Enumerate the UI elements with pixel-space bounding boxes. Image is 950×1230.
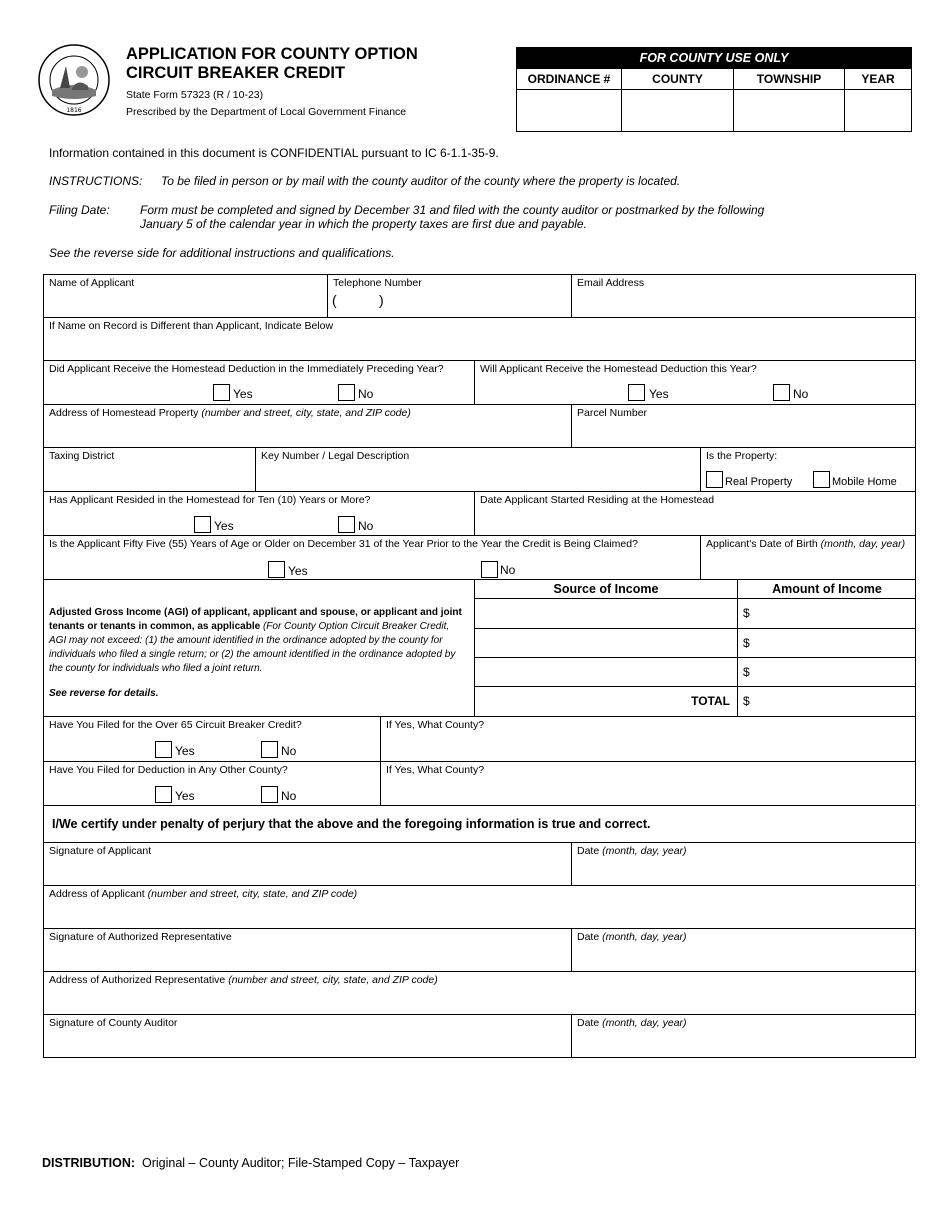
applicant-signature-label: Signature of Applicant — [49, 845, 152, 857]
no-label: No — [281, 789, 297, 803]
applicant-address-field[interactable] — [44, 886, 916, 929]
name-on-record-field[interactable] — [44, 318, 916, 361]
county-use-title: FOR COUNTY USE ONLY — [517, 48, 911, 69]
date-label: Date (month, day, year) — [577, 931, 687, 943]
name-of-applicant-field[interactable] — [44, 275, 328, 318]
email-label: Email Address — [577, 277, 645, 289]
income-source-1[interactable] — [475, 599, 738, 629]
representative-address-field[interactable] — [44, 972, 916, 1015]
auditor-signature-label: Signature of County Auditor — [49, 1017, 178, 1029]
over65-group — [44, 717, 381, 762]
svg-text:1816: 1816 — [66, 107, 82, 114]
over65-yes-checkbox[interactable] — [155, 741, 172, 758]
distribution-note: DISTRIBUTION: Original – County Auditor; File-Stamped Copy – Taxpayer — [42, 1156, 460, 1170]
yes-label: Yes — [214, 519, 234, 533]
representative-date-field[interactable] — [572, 929, 916, 972]
reverse-note: See the reverse side for additional instructions and qualifications. — [49, 246, 395, 260]
date-of-birth-field[interactable] — [701, 536, 916, 580]
auditor-signature-field[interactable] — [44, 1015, 572, 1057]
dollar-sign: $ — [743, 665, 750, 679]
certification-text: I/We certify under penalty of perjury that the above and the foregoing information is true and correct. — [52, 817, 651, 831]
mobile-home-checkbox[interactable] — [813, 471, 830, 488]
resided-no-checkbox[interactable] — [338, 516, 355, 533]
township-field[interactable] — [734, 90, 845, 131]
property-type-label: Is the Property: — [706, 450, 778, 462]
form-number: State Form 57323 (R / 10-23) — [126, 89, 264, 101]
homestead-this-no-checkbox[interactable] — [773, 384, 790, 401]
applicant-date-field[interactable] — [572, 843, 916, 886]
representative-address-label: Address of Authorized Representative (number and street, city, state, and ZIP code) — [49, 974, 438, 986]
taxing-district-field[interactable] — [44, 448, 256, 492]
email-field[interactable] — [572, 275, 916, 318]
total-label: TOTAL — [691, 694, 730, 708]
applicant-signature-field[interactable] — [44, 843, 572, 886]
county-field[interactable] — [622, 90, 734, 131]
filing-date-line1: Form must be completed and signed by December 31 and filed with the county auditor or postmarked by the following — [140, 203, 765, 217]
age-question-group — [44, 536, 701, 580]
applicant-address-label: Address of Applicant (number and street, city, state, and ZIP code) — [49, 888, 358, 900]
county-use-box — [516, 47, 912, 132]
dollar-sign: $ — [743, 606, 750, 620]
total-label-cell — [475, 687, 738, 717]
dollar-sign: $ — [743, 636, 750, 650]
instructions-label: INSTRUCTIONS: — [49, 174, 143, 188]
homestead-this-label: Will Applicant Receive the Homestead Deduction this Year? — [480, 363, 757, 375]
prescribed-by: Prescribed by the Department of Local Government Finance — [126, 106, 407, 118]
year-field[interactable] — [845, 90, 911, 131]
phone-paren-close: ) — [379, 292, 384, 308]
over65-label: Have You Filed for the Over 65 Circuit Breaker Credit? — [49, 719, 302, 731]
date-label: Date (month, day, year) — [577, 845, 687, 857]
source-of-income-header: Source of Income — [475, 580, 738, 599]
income-amount-1[interactable] — [738, 599, 916, 629]
other-county-yes-checkbox[interactable] — [155, 786, 172, 803]
age-no-checkbox[interactable] — [481, 561, 498, 578]
homestead-address-label: Address of Homestead Property (number and street, city, state, and ZIP code) — [49, 407, 411, 419]
taxing-district-label: Taxing District — [49, 450, 115, 462]
confidential-notice: Information contained in this document is CONFIDENTIAL pursuant to IC 6-1.1-35-9. — [49, 146, 499, 160]
representative-signature-label: Signature of Authorized Representative — [49, 931, 232, 943]
parcel-number-field[interactable] — [572, 405, 916, 448]
homestead-prev-no-checkbox[interactable] — [338, 384, 355, 401]
date-started-label: Date Applicant Started Residing at the Homestead — [480, 494, 715, 506]
over65-county-field[interactable] — [381, 717, 916, 762]
over65-no-checkbox[interactable] — [261, 741, 278, 758]
income-total[interactable] — [738, 687, 916, 717]
age-yes-checkbox[interactable] — [268, 561, 285, 578]
no-label: No — [793, 387, 809, 401]
no-label: No — [358, 519, 374, 533]
auditor-date-field[interactable] — [572, 1015, 916, 1057]
homestead-prev-year-group — [44, 361, 475, 405]
income-amount-3[interactable] — [738, 658, 916, 687]
yes-label: Yes — [233, 387, 253, 401]
name-label: Name of Applicant — [49, 277, 135, 289]
township-header: TOWNSHIP — [734, 69, 845, 89]
phone-paren-open: ( — [332, 292, 337, 308]
county-header: COUNTY — [622, 69, 734, 89]
ordinance-header: ORDINANCE # — [517, 69, 622, 89]
income-amount-2[interactable] — [738, 629, 916, 658]
mobile-home-label: Mobile Home — [832, 476, 897, 488]
telephone-field[interactable] — [328, 275, 572, 318]
amount-of-income-header: Amount of Income — [738, 580, 916, 599]
yes-label: Yes — [175, 744, 195, 758]
yes-label: Yes — [175, 789, 195, 803]
resided-ten-label: Has Applicant Resided in the Homestead for Ten (10) Years or More? — [49, 494, 371, 506]
form-title: APPLICATION FOR COUNTY OPTION CIRCUIT BREAKER CREDIT — [126, 45, 418, 82]
agi-text: Adjusted Gross Income (AGI) of applicant, applicant and spouse, or applicant and joint tenants or tenants in common, as applicable (For County Option Circuit Breaker Credit, AGI may not exceed: (1) the amount identified in the ordinance adopted by the county for individuals who filed a single return; or (2) the amount identified in the ordinance adopted by the county for individuals who filed a joint return. See reverse for details. — [49, 607, 462, 699]
telephone-label: Telephone Number — [333, 277, 422, 289]
year-header: YEAR — [861, 72, 895, 86]
no-label: No — [500, 563, 516, 577]
homestead-prev-yes-checkbox[interactable] — [213, 384, 230, 401]
dollar-sign: $ — [743, 694, 750, 708]
homestead-prev-label: Did Applicant Receive the Homestead Deduction in the Immediately Preceding Year? — [49, 363, 444, 375]
real-property-checkbox[interactable] — [706, 471, 723, 488]
instructions-text: To be filed in person or by mail with the county auditor of the county where the property is located. — [161, 174, 681, 188]
income-source-2[interactable] — [475, 629, 738, 658]
homestead-this-yes-checkbox[interactable] — [628, 384, 645, 401]
application-form — [43, 274, 916, 1058]
parcel-label: Parcel Number — [577, 407, 648, 419]
certification-row — [44, 806, 916, 843]
dob-label: Applicant's Date of Birth (month, day, year) — [706, 538, 906, 550]
name-on-record-label: If Name on Record is Different than Applicant, Indicate Below — [49, 320, 334, 332]
if-yes-county-label: If Yes, What County? — [386, 719, 485, 731]
filing-date-line2: January 5 of the calendar year in which the property taxes are first due and payable. — [140, 217, 587, 231]
other-county-group — [44, 762, 381, 806]
no-label: No — [281, 744, 297, 758]
key-number-field[interactable] — [256, 448, 701, 492]
state-seal-logo — [38, 44, 110, 116]
date-label: Date (month, day, year) — [577, 1017, 687, 1029]
income-source-3[interactable] — [475, 658, 738, 687]
filing-date-label: Filing Date: — [49, 203, 110, 217]
real-property-label: Real Property — [725, 476, 793, 488]
yes-label: Yes — [288, 564, 308, 578]
resided-ten-years-group — [44, 492, 475, 536]
other-county-name-field[interactable] — [381, 762, 916, 806]
no-label: No — [358, 387, 374, 401]
homestead-this-year-group — [475, 361, 916, 405]
agi-description — [44, 580, 475, 717]
representative-signature-field[interactable] — [44, 929, 572, 972]
age-question-label: Is the Applicant Fifty Five (55) Years of Age or Older on December 31 of the Year Prior to the Year the Credit is Being Claimed? — [49, 538, 638, 550]
date-started-residing-field[interactable] — [475, 492, 916, 536]
resided-yes-checkbox[interactable] — [194, 516, 211, 533]
property-type-group — [701, 448, 916, 492]
homestead-address-field[interactable] — [44, 405, 572, 448]
other-county-label: Have You Filed for Deduction in Any Other County? — [49, 764, 288, 776]
yes-label: Yes — [649, 387, 669, 401]
key-number-label: Key Number / Legal Description — [261, 450, 410, 462]
if-yes-county-label: If Yes, What County? — [386, 764, 485, 776]
ordinance-field[interactable] — [517, 90, 622, 131]
other-county-no-checkbox[interactable] — [261, 786, 278, 803]
